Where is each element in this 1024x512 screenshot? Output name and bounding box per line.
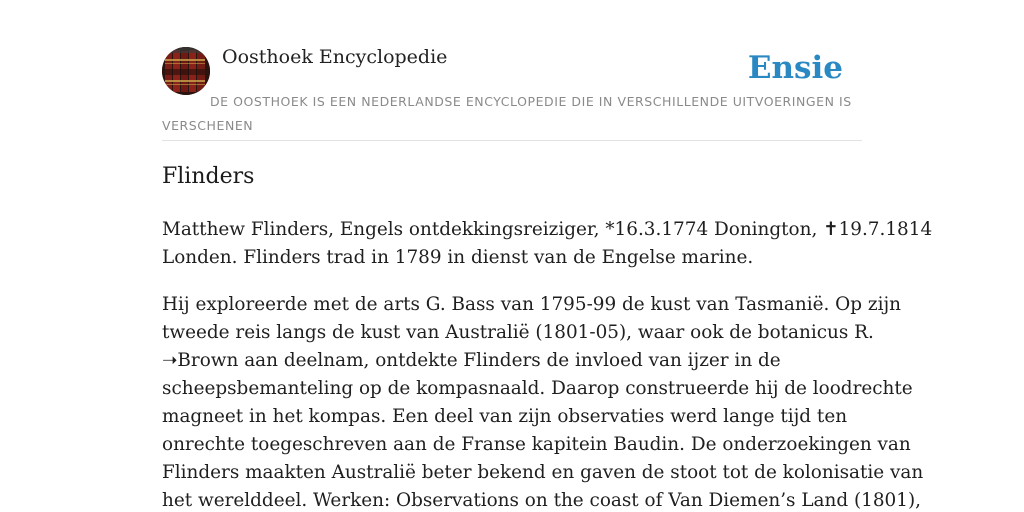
paragraph-line: tweede reis langs de kust van Australië (1801-05), waar ook de botanicus R. [162, 322, 874, 343]
ensie-logo-link[interactable]: Ensie [747, 50, 843, 86]
paragraph-line: het werelddeel. Werken: Observations on the coast of Van Diemen’s Land (1801), [162, 490, 921, 511]
article-paragraph-1 [162, 216, 933, 272]
encyclopedia-books-icon[interactable] [162, 47, 210, 95]
paragraph-line-with-link[interactable]: ➝Brown aan deelnam, ontdekte Flinders de invloed van ijzer in de [162, 350, 781, 371]
site-name[interactable]: Oosthoek Encyclopedie [222, 46, 448, 68]
page [162, 0, 933, 511]
site-header [162, 0, 862, 141]
paragraph-line: Matthew Flinders, Engels ontdekkingsreiziger, *16.3.1774 Donington, ✝19.7.1814 [162, 219, 933, 240]
paragraph-line: Hij exploreerde met de arts G. Bass van 1795-99 de kust van Tasmanië. Op zijn [162, 294, 901, 315]
article-paragraph-2 [162, 291, 924, 512]
paragraph-line: Londen. Flinders trad in 1789 in dienst van de Engelse marine. [162, 247, 754, 268]
tagline-text: DE OOSTHOEK IS EEN NEDERLANDSE ENCYCLOPEDIE DIE IN VERSCHILLENDE UITVOERINGEN IS VERSCHENEN [162, 94, 852, 133]
paragraph-line: Flinders maakten Australië beter bekend en gaven de stoot tot de kolonisatie van [162, 462, 924, 483]
paragraph-line: scheepsbemanteling op de kompasnaald. Daarop construeerde hij de loodrechte [162, 378, 913, 399]
paragraph-line: onrechte toegeschreven aan de Franse kapitein Baudin. De onderzoekingen van [162, 434, 911, 455]
paragraph-line: magneet in het kompas. Een deel van zijn observaties werd lange tijd ten [162, 406, 848, 427]
site-tagline [162, 90, 862, 138]
article-title: Flinders [162, 164, 255, 189]
